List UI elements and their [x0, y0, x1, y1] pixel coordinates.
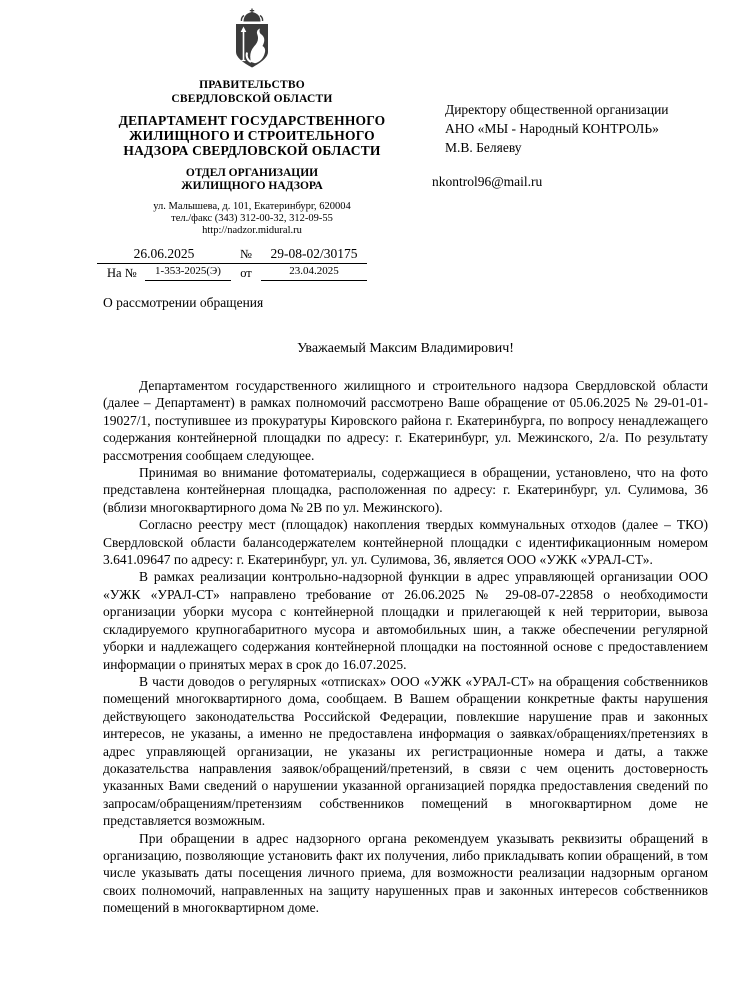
sverdlovsk-coat-of-arms-icon	[95, 8, 409, 74]
outgoing-number: 29-08-02/30175	[270, 246, 358, 261]
body-paragraph: Согласно реестру мест (площадок) накопления твердых коммунальных отходов (далее – ТКО) Свердловской области балансодержателем контейнерной площадки с идентификационным номером 3.641.09647 по адресу: г. Екатеринбург, ул. ул. Сулимова, 36, является ООО «УЖК «УРАЛ-СТ».	[103, 517, 708, 568]
incoming-number: 1-353-2025(Э)	[145, 265, 231, 281]
body-paragraph: При обращении в адрес надзорного органа рекомендуем указывать реквизиты обращений в организацию, позволяющие установить факт их получения, либо прикладывать копии обращений, в том числе указывать даты посещения личного приема, для возможности реализации надзорным органом своих полномочий, направленных на защиту нарушенных прав и законных интересов собственников помещений в многоквартирном доме.	[103, 830, 708, 916]
recipient-email: nkontrol96@mail.ru	[432, 174, 543, 189]
reply-to-label: На №	[107, 266, 137, 280]
division-line: ОТДЕЛ ОРГАНИЗАЦИИ	[185, 167, 319, 179]
body-paragraph: Принимая во внимание фотоматериалы, содержащиеся в обращении, установлено, что на фото представлена контейнерная площадка, расположенная по адресу: г. Екатеринбург, ул. Сулимова, 36 (вблизи многоквартирного дома № 2В по ул. Межинского).	[103, 465, 708, 515]
division-line: ЖИЛИЩНОГО НАДЗОРА	[181, 179, 323, 192]
department-line: ЖИЛИЩНОГО И СТРОИТЕЛЬНОГО	[129, 128, 375, 143]
body-paragraph: Департаментом государственного жилищного и строительного надзора Свердловской области (далее – Департамент) в рамках полномочий рассмотрено Ваше обращение от 05.06.2025 № 29-01-01-19027/1, поступившее из прокуратуры Кировского района г. Екатеринбурга, по вопросу ненадлежащего содержания контейнерной площадки по адресу: г. Екатеринбург, ул. Межинского, 2/а. По результату рассмотрения сообщаем следующее.	[103, 378, 708, 463]
reference-block	[97, 246, 367, 281]
recipient-title: Директору общественной организации	[445, 102, 669, 117]
letterhead	[95, 8, 409, 236]
salutation: Уважаемый Максим Владимирович!	[297, 341, 514, 356]
recipient-block	[432, 100, 722, 191]
phone-fax: тел./факс (343) 312-00-32, 312-09-55	[171, 212, 333, 224]
incoming-reference-row	[97, 265, 367, 281]
website-url: http://nadzor.midural.ru	[202, 224, 302, 236]
body-paragraph: В рамках реализации контрольно-надзорной функции в адрес управляющей организации ООО «УЖК «УРАЛ-СТ» направлено требование от 26.06.2025 № 29-08-07-22858 о необходимости организации уборки мусора с контейнерной площадки и прилегающей к ней территории, вывоза складируемого крупногабаритного мусора и автомобильных шин, а также обеспечении регулярной уборки и надлежащего содержания контейнерной площадки на постоянной основе с предоставлением информации о принятых мерах в срок до 16.07.2025.	[103, 569, 708, 672]
incoming-date: 23.04.2025	[261, 265, 367, 281]
government-line: СВЕРДЛОВСКОЙ ОБЛАСТИ	[171, 92, 333, 105]
recipient-address	[432, 100, 722, 157]
department-line: НАДЗОРА СВЕРДЛОВСКОЙ ОБЛАСТИ	[123, 143, 381, 158]
outgoing-reference-row	[97, 246, 367, 264]
recipient-organization: АНО «МЫ - Народный КОНТРОЛЬ»	[445, 121, 659, 136]
letter-body	[103, 377, 708, 917]
recipient-person: М.В. Беляеву	[445, 140, 522, 155]
department-line: ДЕПАРТАМЕНТ ГОСУДАРСТВЕННОГО	[118, 113, 386, 128]
number-sign: №	[240, 247, 252, 261]
government-line: ПРАВИТЕЛЬСТВО	[199, 79, 305, 91]
division-name	[95, 167, 409, 192]
government-name	[95, 79, 409, 106]
from-label: от	[240, 266, 252, 280]
body-paragraph: В части доводов о регулярных «отписках» ООО «УЖК «УРАЛ-СТ» на обращения собственников помещений многоквартирного дома, сообщаем. В Вашем обращении конкретные факты нарушения действующего законодательства Российской Федерации, повлекшие нарушение прав и законных интересов, не указаны, а именно не предоставлена информация о заявках/обращениях/претензиях в адрес управляющей организации, не указаны их регистрационные номера и даты, а также доказательства направления заявок/обращений/претензий, в связи с чем оценить достоверность указанных Вами сведений о нарушении указанной организацией порядка предоставления сведений по запросам/обращениям/претензиям собственников помещений в многоквартирном доме не представляется возможным.	[103, 673, 708, 829]
postal-address: ул. Малышева, д. 101, Екатеринбург, 620004	[153, 201, 351, 212]
letter-subject: О рассмотрении обращения	[103, 295, 264, 310]
outgoing-date: 26.06.2025	[133, 246, 195, 261]
contact-info	[95, 201, 409, 236]
department-name	[95, 113, 409, 158]
